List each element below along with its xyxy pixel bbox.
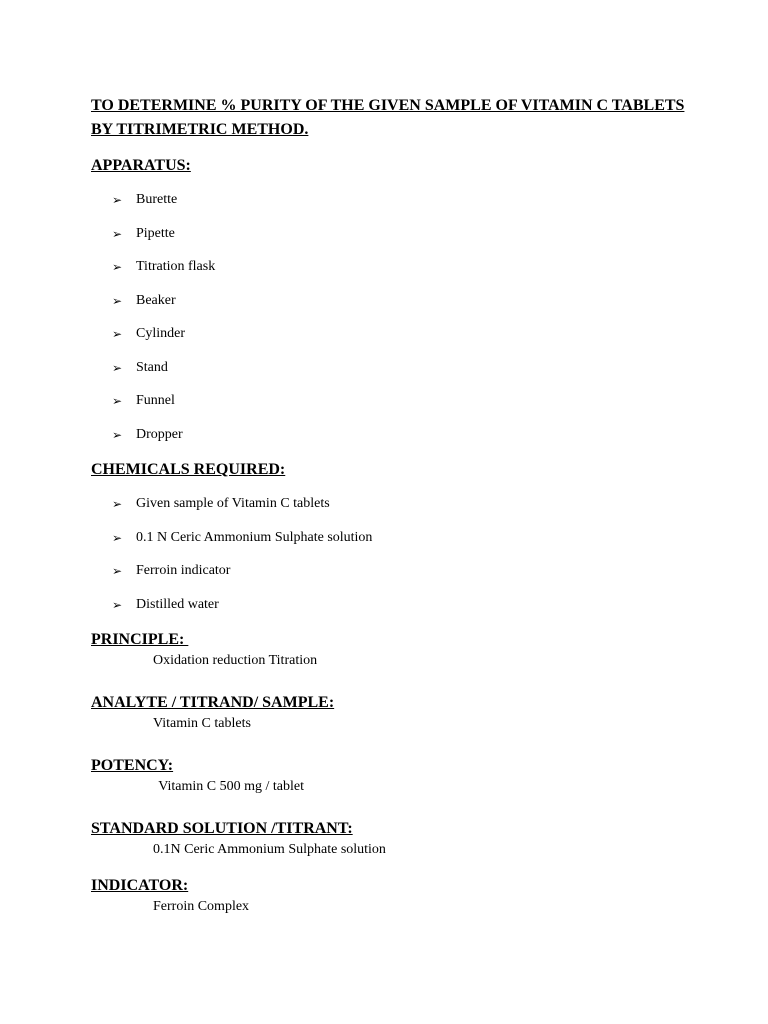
list-item	[112, 257, 215, 291]
arrow-bullet-icon: ➢	[112, 293, 123, 308]
arrow-bullet-icon: ➢	[112, 226, 123, 241]
list-item	[112, 358, 215, 392]
arrow-bullet-icon: ➢	[112, 327, 123, 341]
list-item	[112, 494, 372, 528]
principle-value: Oxidation reduction Titration	[153, 653, 318, 668]
chemical-item: Ferroin indicator	[136, 563, 231, 578]
list-item	[112, 391, 215, 425]
list-item	[112, 528, 372, 562]
arrow-bullet-icon: ➢	[112, 530, 123, 545]
list-item	[112, 224, 215, 258]
apparatus-list	[112, 190, 215, 458]
arrow-bullet-icon: ➢	[112, 427, 123, 442]
arrow-bullet-icon: ➢	[112, 394, 123, 408]
standard-solution-heading: STANDARD SOLUTION /TITRANT:	[91, 820, 353, 837]
arrow-bullet-icon: ➢	[112, 193, 123, 207]
standard-solution-value: 0.1N Ceric Ammonium Sulphate solution	[153, 842, 386, 857]
apparatus-item: Stand	[136, 359, 168, 375]
potency-value: Vitamin C 500 mg / tablet	[155, 779, 305, 794]
arrow-bullet-icon: ➢	[112, 260, 123, 274]
apparatus-item: Beaker	[136, 292, 176, 308]
apparatus-item: Pipette	[136, 225, 175, 241]
apparatus-item: Cylinder	[136, 326, 185, 341]
apparatus-item: Titration flask	[136, 259, 216, 274]
arrow-bullet-icon: ➢	[112, 360, 123, 375]
arrow-bullet-icon: ➢	[112, 597, 123, 612]
list-item	[112, 425, 215, 459]
indicator-value: Ferroin Complex	[153, 899, 250, 914]
potency-heading: POTENCY:	[91, 757, 174, 774]
list-item	[112, 190, 215, 224]
chemicals-heading: CHEMICALS REQUIRED:	[91, 461, 286, 478]
chemicals-list	[112, 494, 372, 628]
apparatus-item: Burette	[136, 192, 178, 207]
analyte-value: Vitamin C tablets	[153, 716, 251, 731]
list-item	[112, 324, 215, 358]
apparatus-item: Funnel	[136, 393, 175, 408]
list-item	[112, 561, 372, 595]
chemical-item: Given sample of Vitamin C tablets	[136, 496, 330, 511]
document-title: TO DETERMINE % PURITY OF THE GIVEN SAMPLE OF VITAMIN C TABLETS BY TITRIMETRIC METHOD.	[91, 97, 685, 138]
list-item	[112, 291, 215, 325]
list-item	[112, 595, 372, 629]
chemical-item: 0.1 N Ceric Ammonium Sulphate solution	[136, 529, 373, 545]
apparatus-heading: APPARATUS:	[91, 157, 191, 174]
indicator-heading: INDICATOR:	[91, 877, 189, 894]
apparatus-item: Dropper	[136, 426, 183, 442]
arrow-bullet-icon: ➢	[112, 497, 123, 511]
arrow-bullet-icon: ➢	[112, 564, 123, 578]
chemical-item: Distilled water	[136, 596, 219, 612]
principle-heading: PRINCIPLE:	[91, 631, 189, 648]
analyte-heading: ANALYTE / TITRAND/ SAMPLE:	[91, 694, 335, 711]
